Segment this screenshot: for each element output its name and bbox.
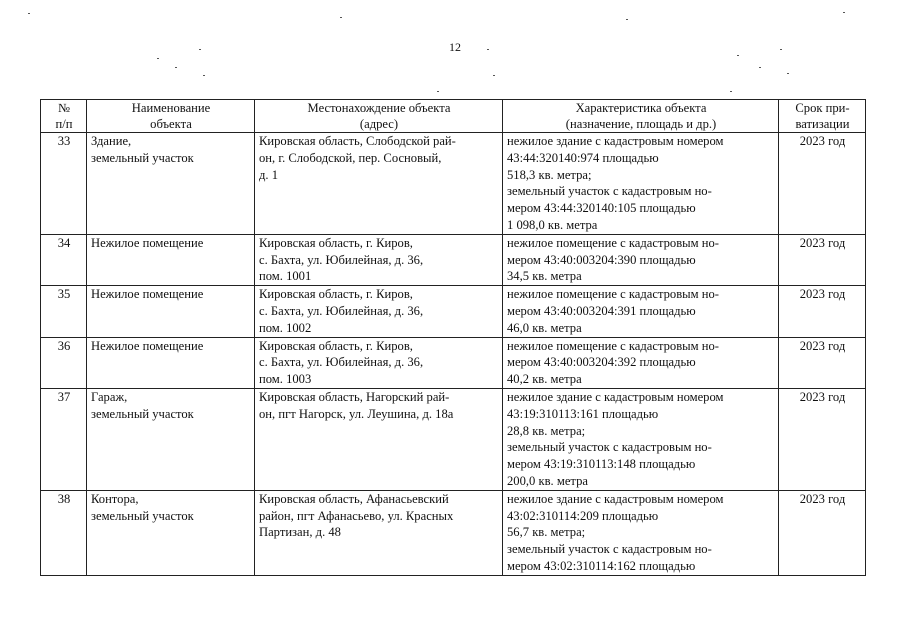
cell-name: Здание, земельный участок: [87, 133, 255, 235]
cell-name: Нежилое помещение: [87, 286, 255, 337]
cell-characteristics: нежилое здание с кадастровым номером 43:19:310113:161 площадью 28,8 кв. метра; земельный участок с кадастровым но- мером 43:19:310113:148 площадью 200,0 кв. метра: [503, 388, 779, 490]
cell-location: Кировская область, г. Киров, с. Бахта, ул. Юбилейная, д. 36, пом. 1003: [255, 337, 503, 388]
header-characteristics: Характеристика объекта (назначение, площадь и др.): [503, 100, 779, 133]
cell-num: 35: [41, 286, 87, 337]
cell-term: 2023 год: [779, 337, 866, 388]
cell-name: Гараж, земельный участок: [87, 388, 255, 490]
page-number: 12: [449, 40, 461, 54]
cell-term: 2023 год: [779, 490, 866, 575]
table-row: [41, 133, 866, 235]
table-row: [41, 234, 866, 285]
cell-location: Кировская область, г. Киров, с. Бахта, ул. Юбилейная, д. 36, пом. 1002: [255, 286, 503, 337]
cell-term: 2023 год: [779, 286, 866, 337]
cell-characteristics: нежилое помещение с кадастровым но- мером 43:40:003204:390 площадью 34,5 кв. метра: [503, 234, 779, 285]
cell-num: 37: [41, 388, 87, 490]
cell-name: Нежилое помещение: [87, 337, 255, 388]
cell-name: Контора, земельный участок: [87, 490, 255, 575]
table-row: [41, 490, 866, 575]
cell-num: 33: [41, 133, 87, 235]
cell-term: 2023 год: [779, 234, 866, 285]
cell-num: 34: [41, 234, 87, 285]
cell-term: 2023 год: [779, 388, 866, 490]
cell-num: 36: [41, 337, 87, 388]
table-row: [41, 286, 866, 337]
cell-location: Кировская область, Нагорский рай- он, пгт Нагорск, ул. Леушина, д. 18а: [255, 388, 503, 490]
table-header-row: [41, 100, 866, 133]
cell-term: 2023 год: [779, 133, 866, 235]
cell-location: Кировская область, Афанасьевский район, пгт Афанасьево, ул. Красных Партизан, д. 48: [255, 490, 503, 575]
cell-location: Кировская область, г. Киров, с. Бахта, ул. Юбилейная, д. 36, пом. 1001: [255, 234, 503, 285]
cell-characteristics: нежилое помещение с кадастровым но- мером 43:40:003204:392 площадью 40,2 кв. метра: [503, 337, 779, 388]
cell-location: Кировская область, Слободской рай- он, г. Слободской, пер. Сосновый, д. 1: [255, 133, 503, 235]
header-num: № п/п: [41, 100, 87, 133]
header-term: Срок при- ватизации: [779, 100, 866, 133]
cell-characteristics: нежилое здание с кадастровым номером 43:02:310114:209 площадью 56,7 кв. метра; земельный участок с кадастровым но- мером 43:02:310114:162 площадью: [503, 490, 779, 575]
cell-name: Нежилое помещение: [87, 234, 255, 285]
cell-characteristics: нежилое помещение с кадастровым но- мером 43:40:003204:391 площадью 46,0 кв. метра: [503, 286, 779, 337]
privatization-table: [40, 99, 866, 576]
cell-characteristics: нежилое здание с кадастровым номером 43:44:320140:974 площадью 518,3 кв. метра; земельный участок с кадастровым но- мером 43:44:320140:105 площадью 1 098,0 кв. метра: [503, 133, 779, 235]
table-row: [41, 388, 866, 490]
header-name: Наименование объекта: [87, 100, 255, 133]
table-row: [41, 337, 866, 388]
header-location: Местонахождение объекта (адрес): [255, 100, 503, 133]
cell-num: 38: [41, 490, 87, 575]
